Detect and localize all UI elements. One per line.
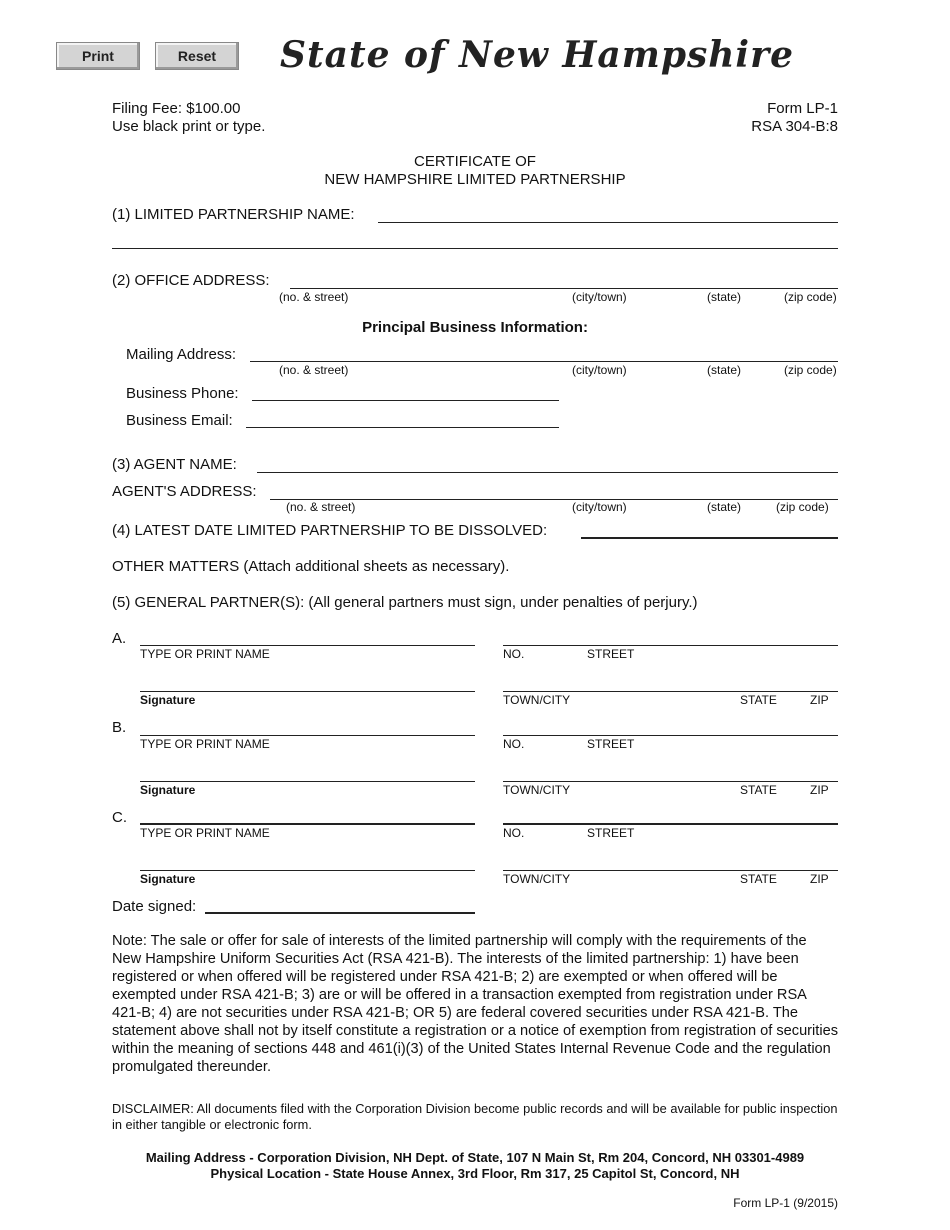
office-address-field[interactable]	[290, 271, 836, 288]
partner-c-signature-field[interactable]	[140, 853, 473, 869]
office-city-caption: (city/town)	[572, 290, 627, 304]
partner-b-signature-caption: Signature	[140, 783, 196, 797]
cert-title-line2: NEW HAMPSHIRE LIMITED PARTNERSHIP	[324, 171, 626, 188]
mailing-address-field[interactable]	[250, 344, 836, 361]
state-title: State of New Hampshire	[280, 34, 794, 76]
office-zip-caption: (zip code)	[784, 290, 837, 304]
footer-physical-location: Physical Location - State House Annex, 3rd Floor, Rm 317, 25 Capitol St, Concord, NH	[210, 1166, 740, 1181]
lp-name-field-2[interactable]	[112, 231, 836, 248]
disclaimer: DISCLAIMER: All documents filed with the Corporation Division become public records and will be available for public inspection in either tangible or electronic form.	[112, 1101, 838, 1132]
agent-zip-caption: (zip code)	[776, 500, 829, 514]
partner-c-state-caption: STATE	[740, 872, 777, 886]
partner-a-street-caption: STREET	[587, 647, 635, 661]
partner-c-name-field[interactable]	[140, 807, 473, 823]
agent-name-label: (3) AGENT NAME:	[112, 456, 237, 473]
partner-c-town-line	[503, 870, 838, 871]
business-email-field[interactable]	[246, 411, 557, 427]
principal-business-heading: Principal Business Information:	[362, 319, 588, 336]
partner-b-name-line	[140, 735, 475, 736]
partner-a-street-line	[503, 645, 838, 646]
partner-b-signature-field[interactable]	[140, 764, 473, 780]
partner-a-letter: A.	[112, 630, 127, 647]
partner-c-zip-caption: ZIP	[810, 872, 829, 886]
partner-c-letter: C.	[112, 809, 127, 826]
dissolution-date-line	[581, 537, 838, 539]
mailing-address-label: Mailing Address:	[126, 346, 237, 363]
agent-street-caption: (no. & street)	[286, 500, 356, 514]
partner-c-name-caption: TYPE OR PRINT NAME	[140, 826, 270, 840]
partner-b-name-field[interactable]	[140, 718, 473, 734]
office-street-caption: (no. & street)	[279, 290, 349, 304]
lp-name-label: (1) LIMITED PARTNERSHIP NAME:	[112, 206, 355, 223]
partner-a-signature-field[interactable]	[140, 674, 473, 690]
mailing-address-line	[250, 361, 838, 362]
dissolution-date-label: (4) LATEST DATE LIMITED PARTNERSHIP TO BE DISSOLVED:	[112, 522, 548, 539]
mailing-state-caption: (state)	[707, 363, 742, 377]
partner-c-street-caption: STREET	[587, 826, 635, 840]
mailing-city-caption: (city/town)	[572, 363, 627, 377]
office-address-line	[290, 288, 838, 289]
partner-b-state-caption: STATE	[740, 783, 777, 797]
partner-b-street-caption: STREET	[587, 737, 635, 751]
form-id: Form LP-1	[767, 100, 838, 117]
partner-a-town-line	[503, 691, 838, 692]
agent-city-caption: (city/town)	[572, 500, 627, 514]
partner-b-town-line	[503, 781, 838, 782]
agent-address-field[interactable]	[270, 482, 836, 499]
agent-name-line	[257, 472, 838, 473]
partner-a-no-caption: NO.	[503, 647, 525, 661]
partner-a-town-field[interactable]	[503, 674, 836, 690]
cert-title-line1: CERTIFICATE OF	[414, 153, 536, 170]
reset-button[interactable]: Reset	[155, 42, 239, 70]
partner-a-zip-caption: ZIP	[810, 693, 829, 707]
partner-c-name-line	[140, 823, 475, 825]
footer-form-version: Form LP-1 (9/2015)	[733, 1196, 838, 1210]
business-email-label: Business Email:	[126, 412, 233, 429]
partner-a-town-caption: TOWN/CITY	[503, 693, 571, 707]
partner-b-zip-caption: ZIP	[810, 783, 829, 797]
business-phone-line	[252, 400, 559, 401]
partner-c-street-field[interactable]	[503, 807, 836, 823]
business-email-line	[246, 427, 559, 428]
date-signed-field[interactable]	[205, 896, 473, 912]
mailing-street-caption: (no. & street)	[279, 363, 349, 377]
partner-c-signature-line	[140, 870, 475, 871]
date-signed-label: Date signed:	[112, 898, 197, 915]
partner-b-street-field[interactable]	[503, 718, 836, 734]
agent-name-field[interactable]	[257, 455, 836, 472]
footer-mailing-address: Mailing Address - Corporation Division, NH Dept. of State, 107 N Main St, Rm 204, Concord, NH 03301-4989	[145, 1150, 805, 1165]
partner-a-name-field[interactable]	[140, 628, 473, 644]
partner-c-no-caption: NO.	[503, 826, 525, 840]
filing-fee: Filing Fee: $100.00	[112, 100, 241, 117]
agent-state-caption: (state)	[707, 500, 742, 514]
partner-a-name-caption: TYPE OR PRINT NAME	[140, 647, 270, 661]
office-state-caption: (state)	[707, 290, 742, 304]
partner-c-street-line	[503, 823, 838, 825]
black-print-note: Use black print or type.	[112, 118, 266, 135]
partner-a-street-field[interactable]	[503, 628, 836, 644]
mailing-zip-caption: (zip code)	[784, 363, 837, 377]
partner-b-signature-line	[140, 781, 475, 782]
lp-name-line-2	[112, 248, 838, 249]
partner-b-name-caption: TYPE OR PRINT NAME	[140, 737, 270, 751]
partner-b-no-caption: NO.	[503, 737, 525, 751]
partner-c-town-caption: TOWN/CITY	[503, 872, 571, 886]
general-partners-label: (5) GENERAL PARTNER(S): (All general partners must sign, under penalties of perjury.)	[112, 594, 698, 611]
lp-name-line	[378, 222, 838, 223]
office-address-label: (2) OFFICE ADDRESS:	[112, 272, 270, 289]
partner-b-street-line	[503, 735, 838, 736]
securities-note: Note: The sale or offer for sale of interests of the limited partnership will comply with the requirements of the New Hampshire Uniform Securities Act (RSA 421-B). The interests of the limited partnership: 1) have been registered or when offered will be registered under RSA 421-B; 2) are exempted or when offered will be exempted under RSA 421-B; 3) are or will be offered in a transaction exempted from registration under RSA 421-B; 4) are not securities under RSA 421-B; OR 5) are federal covered securities under RSA 421-B. The statement above shall not by itself constitute a registration or a notice of exemption from registration of securities within the meaning of sections 448 and 461(i)(3) of the United States Internal Revenue Code and the regulation promulgated thereunder.	[112, 933, 838, 1075]
partner-a-signature-line	[140, 691, 475, 692]
dissolution-date-field[interactable]	[581, 521, 836, 538]
business-phone-label: Business Phone:	[126, 385, 239, 402]
partner-b-town-field[interactable]	[503, 764, 836, 780]
partner-c-town-field[interactable]	[503, 853, 836, 869]
other-matters: OTHER MATTERS (Attach additional sheets as necessary).	[112, 558, 510, 575]
date-signed-line	[205, 912, 475, 914]
partner-a-name-line	[140, 645, 475, 646]
partner-b-town-caption: TOWN/CITY	[503, 783, 571, 797]
partner-c-signature-caption: Signature	[140, 872, 196, 886]
partner-b-letter: B.	[112, 719, 127, 736]
business-phone-field[interactable]	[252, 384, 557, 400]
partner-a-state-caption: STATE	[740, 693, 777, 707]
rsa-reference: RSA 304-B:8	[751, 118, 838, 135]
print-button[interactable]: Print	[56, 42, 140, 70]
partner-a-signature-caption: Signature	[140, 693, 196, 707]
lp-name-field[interactable]	[378, 205, 836, 222]
agent-address-label: AGENT'S ADDRESS:	[112, 483, 257, 500]
